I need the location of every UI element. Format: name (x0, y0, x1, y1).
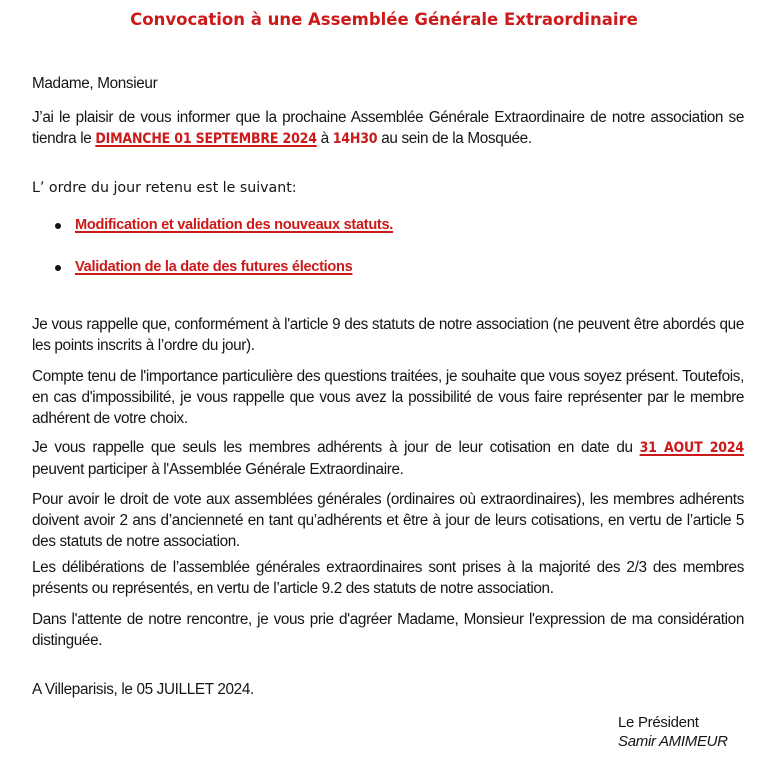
bullet-icon (55, 223, 61, 229)
agenda-intro: L’ ordre du jour retenu est le suivant: (32, 180, 297, 196)
cotisation-paragraph (32, 437, 744, 480)
intro-text-3: au sein de la Mosquée. (377, 130, 532, 147)
cotisation-text-2: peuvent participer à l'Assemblée Générale Extraordinaire. (32, 461, 404, 478)
agenda-item (55, 217, 393, 233)
meeting-time: 14H30 (332, 131, 378, 147)
intro-paragraph (32, 107, 744, 150)
agenda-item (55, 259, 352, 275)
cotisation-date: 31 AOUT 2024 (639, 440, 744, 456)
cotisation-text-1: Je vous rappelle que seuls les membres adhérents à jour de leur cotisation en date du (32, 439, 640, 456)
majorite-paragraph: Les délibérations de l’assemblée générales extraordinaires sont prises à la majorité des 2/3 des membres présents ou représentés, en vertu de l’article 9.2 des statuts de notre association. (32, 559, 744, 597)
intro-text-1: J’ai le plaisir de vous informer que la prochaine Assemblée Générale Extraordinaire de notre association se tiendra le (32, 109, 744, 147)
presence-paragraph: Compte tenu de l'importance particulière des questions traitées, je souhaite que vous soyez présent. Toutefois, en cas d'impossibilité, je vous rappelle que vous avez la possibilité de vous faire représenter par le membre adhérent de votre choix. (32, 368, 744, 427)
place-date: A Villeparisis, le 05 JUILLET 2024. (32, 681, 254, 698)
salutation: Madame, Monsieur (32, 75, 158, 92)
signature-role: Le Président (618, 714, 699, 731)
document-title: Convocation à une Assemblée Générale Extraordinaire (130, 10, 638, 29)
article9-paragraph: Je vous rappelle que, conformément à l'article 9 des statuts de notre association (ne peuvent être abordés que les points inscrits à l’ordre du jour). (32, 316, 744, 354)
intro-text-2: à (316, 130, 333, 147)
closing-paragraph: Dans l'attente de notre rencontre, je vous prie d'agréer Madame, Monsieur l'expression de ma considération distinguée. (32, 611, 744, 649)
agenda-item-text: Validation de la date des futures élections (75, 259, 353, 275)
bullet-icon (55, 265, 61, 271)
vote-paragraph: Pour avoir le droit de vote aux assemblées générales (ordinaires où extraordinaires), les membres adhérents doivent avoir 2 ans d’ancienneté en tant qu’adhérents et être à jour de leurs cotisations, en vertu de l’article 5 des statuts de notre association. (32, 491, 744, 550)
agenda-item-text: Modification et validation des nouveaux statuts. (75, 217, 394, 233)
meeting-date: DIMANCHE 01 SEPTEMBRE 2024 (95, 131, 317, 147)
signature-name: Samir AMIMEUR (618, 733, 728, 750)
signature-block (618, 713, 728, 751)
